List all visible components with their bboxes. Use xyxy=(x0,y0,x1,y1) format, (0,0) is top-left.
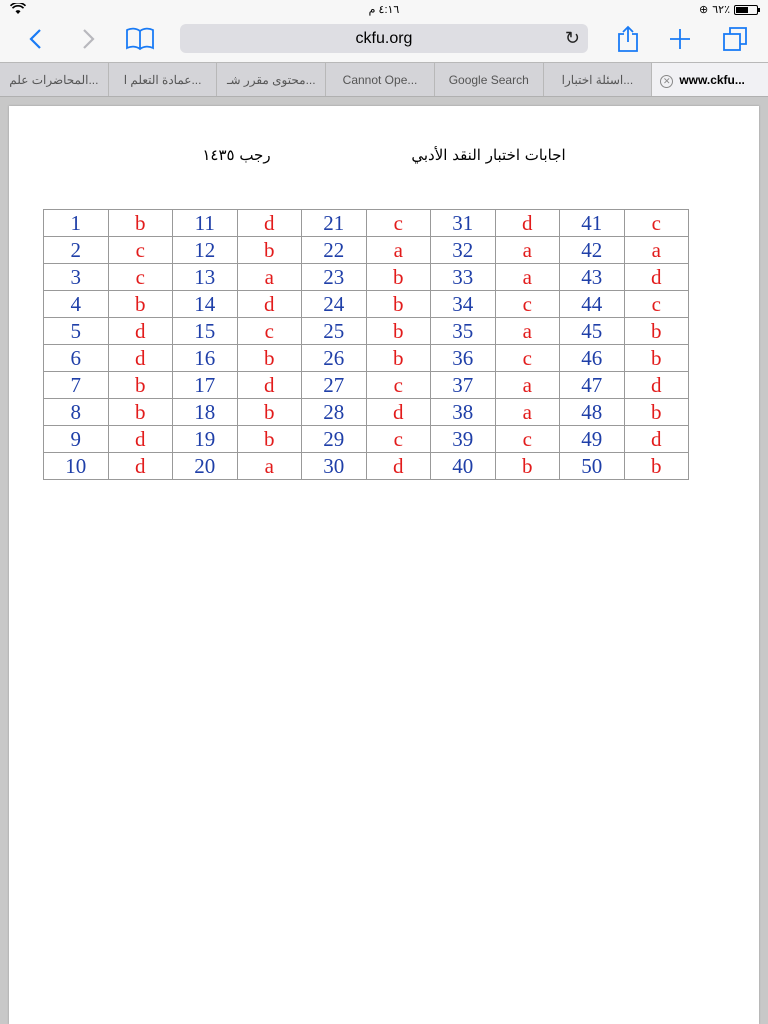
bookmarks-button[interactable] xyxy=(124,24,156,54)
question-number: 45 xyxy=(560,318,625,345)
question-number: 50 xyxy=(560,453,625,480)
tab-cannot-open[interactable] xyxy=(326,63,435,96)
question-number: 7 xyxy=(44,372,109,399)
question-number: 14 xyxy=(173,291,238,318)
table-row xyxy=(44,318,689,345)
answer-letter: d xyxy=(237,372,302,399)
answer-letter: b xyxy=(366,291,431,318)
tab-label: www.ckfu... xyxy=(679,73,745,87)
battery-icon xyxy=(734,5,758,15)
table-row xyxy=(44,291,689,318)
answers-table xyxy=(43,209,689,480)
question-number: 32 xyxy=(431,237,496,264)
question-number: 13 xyxy=(173,264,238,291)
question-number: 44 xyxy=(560,291,625,318)
tab-label: Cannot Ope... xyxy=(342,73,418,87)
question-number: 38 xyxy=(431,399,496,426)
answer-letter: c xyxy=(366,426,431,453)
answer-letter: b xyxy=(624,318,689,345)
status-bar xyxy=(0,0,768,20)
question-number: 20 xyxy=(173,453,238,480)
table-row xyxy=(44,264,689,291)
answer-letter: c xyxy=(495,426,560,453)
share-icon xyxy=(617,25,639,53)
question-number: 4 xyxy=(44,291,109,318)
question-number: 11 xyxy=(173,210,238,237)
answer-letter: d xyxy=(495,210,560,237)
answer-letter: c xyxy=(366,372,431,399)
title-date: رجب ١٤٣٥ xyxy=(202,146,271,164)
answer-letter: d xyxy=(108,318,173,345)
question-number: 42 xyxy=(560,237,625,264)
question-number: 27 xyxy=(302,372,367,399)
tab-deanship[interactable] xyxy=(109,63,218,96)
question-number: 1 xyxy=(44,210,109,237)
question-number: 3 xyxy=(44,264,109,291)
question-number: 29 xyxy=(302,426,367,453)
table-row xyxy=(44,399,689,426)
tab-strip xyxy=(0,62,768,97)
answer-letter: a xyxy=(624,237,689,264)
question-number: 21 xyxy=(302,210,367,237)
answer-letter: d xyxy=(108,345,173,372)
answer-letter: c xyxy=(495,345,560,372)
answer-letter: a xyxy=(366,237,431,264)
answer-letter: d xyxy=(108,453,173,480)
battery-status xyxy=(699,3,758,16)
book-icon xyxy=(125,27,155,51)
question-number: 28 xyxy=(302,399,367,426)
answer-letter: b xyxy=(108,210,173,237)
question-number: 18 xyxy=(173,399,238,426)
tab-label: المحاضرات علم... xyxy=(9,73,99,87)
question-number: 48 xyxy=(560,399,625,426)
question-number: 34 xyxy=(431,291,496,318)
status-time: ٤:١٦ م xyxy=(368,4,400,16)
answer-letter: d xyxy=(366,399,431,426)
answer-letter: b xyxy=(108,291,173,318)
tab-lectures[interactable] xyxy=(0,63,109,96)
question-number: 19 xyxy=(173,426,238,453)
answer-letter: d xyxy=(624,426,689,453)
tab-exam-questions[interactable] xyxy=(544,63,653,96)
tab-label: اسئلة اختبارا... xyxy=(561,73,634,87)
reload-icon[interactable]: ↻ xyxy=(564,28,580,48)
question-number: 31 xyxy=(431,210,496,237)
question-number: 2 xyxy=(44,237,109,264)
answer-letter: b xyxy=(624,345,689,372)
battery-percent: ٦٢٪ xyxy=(712,4,730,16)
question-number: 37 xyxy=(431,372,496,399)
question-number: 30 xyxy=(302,453,367,480)
address-bar[interactable] xyxy=(180,24,588,53)
tab-label: Google Search xyxy=(448,73,529,87)
question-number: 47 xyxy=(560,372,625,399)
answer-letter: d xyxy=(237,210,302,237)
question-number: 15 xyxy=(173,318,238,345)
question-number: 25 xyxy=(302,318,367,345)
table-row xyxy=(44,453,689,480)
table-row xyxy=(44,210,689,237)
back-button[interactable] xyxy=(22,24,48,54)
answer-letter: c xyxy=(108,264,173,291)
answer-letter: a xyxy=(495,318,560,345)
table-row xyxy=(44,345,689,372)
question-number: 12 xyxy=(173,237,238,264)
tab-label: محتوى مقرر شـ... xyxy=(227,73,316,87)
answer-letter: b xyxy=(108,372,173,399)
lock-rotation-icon: ⊕ xyxy=(699,4,709,16)
question-number: 26 xyxy=(302,345,367,372)
question-number: 22 xyxy=(302,237,367,264)
answer-letter: b xyxy=(366,345,431,372)
table-row xyxy=(44,237,689,264)
answer-letter: d xyxy=(237,291,302,318)
question-number: 35 xyxy=(431,318,496,345)
answer-letter: a xyxy=(495,237,560,264)
chevron-left-icon xyxy=(28,28,42,50)
answer-letter: c xyxy=(108,237,173,264)
share-button[interactable] xyxy=(614,24,642,54)
answer-letter: d xyxy=(108,426,173,453)
question-number: 41 xyxy=(560,210,625,237)
answer-letter: a xyxy=(495,372,560,399)
answer-letter: b xyxy=(624,453,689,480)
answer-letter: b xyxy=(237,237,302,264)
answer-letter: b xyxy=(237,345,302,372)
answer-letter: b xyxy=(366,264,431,291)
document-page xyxy=(9,106,759,1024)
table-row xyxy=(44,426,689,453)
question-number: 16 xyxy=(173,345,238,372)
answer-letter: d xyxy=(624,372,689,399)
answer-letter: c xyxy=(495,291,560,318)
answer-letter: b xyxy=(624,399,689,426)
question-number: 23 xyxy=(302,264,367,291)
tab-ckfu-active[interactable] xyxy=(652,63,768,96)
question-number: 43 xyxy=(560,264,625,291)
plus-icon xyxy=(669,28,691,50)
tab-label: عمادة التعلم ا... xyxy=(123,73,202,87)
browser-toolbar xyxy=(0,20,768,62)
forward-button[interactable] xyxy=(76,24,102,54)
question-number: 17 xyxy=(173,372,238,399)
question-number: 6 xyxy=(44,345,109,372)
answer-letter: c xyxy=(624,210,689,237)
answer-letter: a xyxy=(237,453,302,480)
question-number: 40 xyxy=(431,453,496,480)
answer-letter: a xyxy=(495,264,560,291)
answer-letter: a xyxy=(237,264,302,291)
answer-letter: c xyxy=(237,318,302,345)
answer-letter: b xyxy=(108,399,173,426)
question-number: 10 xyxy=(44,453,109,480)
question-number: 46 xyxy=(560,345,625,372)
title-text: اجابات اختبار النقد الأدبي xyxy=(411,146,566,164)
document-title xyxy=(9,146,759,164)
new-tab-button[interactable] xyxy=(666,24,694,54)
question-number: 24 xyxy=(302,291,367,318)
question-number: 9 xyxy=(44,426,109,453)
answer-letter: b xyxy=(237,426,302,453)
url-text: ckfu.org xyxy=(355,30,413,47)
tab-google-search[interactable] xyxy=(435,63,544,96)
answer-letter: c xyxy=(366,210,431,237)
tab-course-content[interactable] xyxy=(217,63,326,96)
question-number: 8 xyxy=(44,399,109,426)
question-number: 5 xyxy=(44,318,109,345)
answer-letter: c xyxy=(624,291,689,318)
table-row xyxy=(44,372,689,399)
question-number: 36 xyxy=(431,345,496,372)
answer-letter: a xyxy=(495,399,560,426)
question-number: 39 xyxy=(431,426,496,453)
question-number: 49 xyxy=(560,426,625,453)
answer-letter: d xyxy=(366,453,431,480)
chevron-right-icon xyxy=(82,28,96,50)
answer-letter: b xyxy=(237,399,302,426)
answer-letter: b xyxy=(495,453,560,480)
tabs-icon xyxy=(722,26,748,52)
answer-letter: b xyxy=(366,318,431,345)
tabs-button[interactable] xyxy=(720,24,750,54)
close-tab-icon[interactable]: ✕ xyxy=(660,75,673,88)
answer-letter: d xyxy=(624,264,689,291)
question-number: 33 xyxy=(431,264,496,291)
